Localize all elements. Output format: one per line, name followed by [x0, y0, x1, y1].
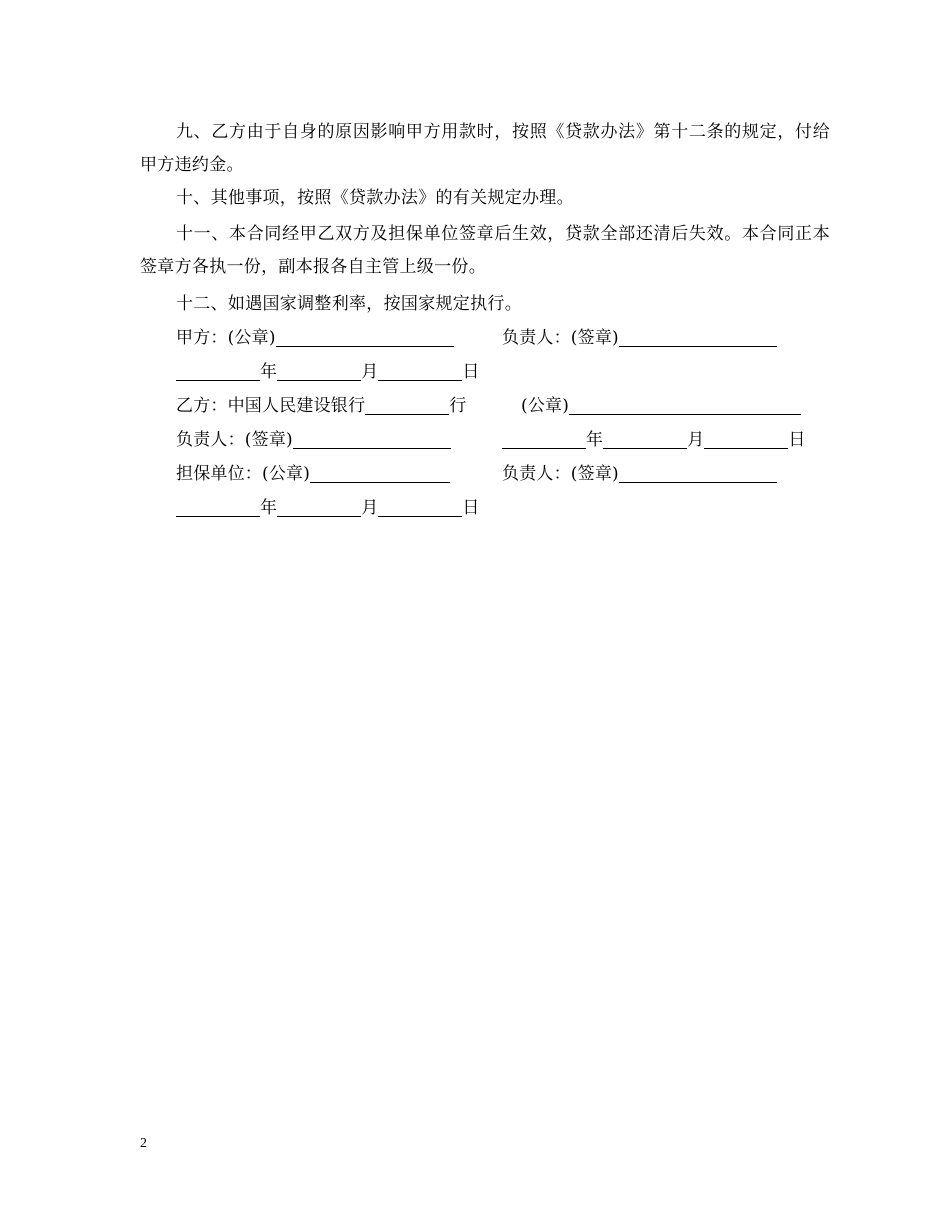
party-b-branch-blank [365, 394, 449, 415]
party-b-seal-line [521, 390, 801, 423]
party-a-blank [276, 326, 454, 347]
party-a-person-blank [619, 326, 777, 347]
party-a-seal-line [176, 322, 454, 355]
guarantor-label: 担保单位：(公章) [176, 464, 311, 484]
clause-ten: 十、其他事项，按照《贷款办法》的有关规定办理。 [176, 188, 574, 208]
clause-eleven: 十一、本合同经甲乙双方及担保单位签章后生效，贷款全部还清后失效。本合同正本签章方各执一份，副本报各自主管上级一份。 [140, 224, 830, 277]
clause-nine: 九、乙方由于自身的原因影响甲方用款时，按照《贷款办法》第十二条的规定，付给甲方违约金。 [140, 122, 830, 175]
party-b-seal-blank [569, 394, 801, 415]
page-number: 2 [140, 1136, 147, 1151]
date-line-2: 年 月 日 [502, 424, 806, 457]
party-b-person-label: 负责人：(签章) [176, 430, 293, 450]
party-a-label: 甲方：(公章) [176, 328, 276, 348]
date-line-3: 年 月 日 [176, 492, 480, 525]
clause-twelve: 十二、如遇国家调整利率，按国家规定执行。 [176, 294, 522, 314]
date-line-1: 年 月 日 [176, 356, 480, 389]
party-b-label: 乙方：中国人民建设银行 [176, 396, 366, 416]
party-b-person-line [176, 424, 451, 457]
party-a-person-line [502, 322, 777, 355]
guarantor-person-line [502, 458, 777, 491]
guarantor-line [176, 458, 450, 491]
party-b-seal-label: (公章) [521, 396, 570, 416]
guarantor-person-label: 负责人：(签章) [502, 464, 619, 484]
party-b-line: 乙方：中国人民建设银行 行 [176, 396, 467, 416]
party-a-person-label: 负责人：(签章) [502, 328, 619, 348]
